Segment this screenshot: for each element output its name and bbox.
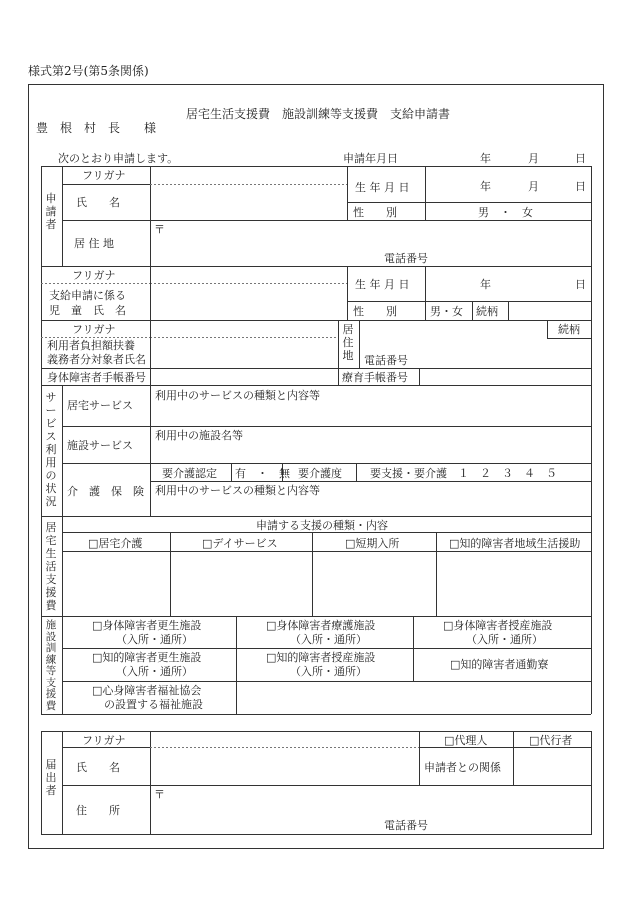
home-support-option-short-stay: □短期入所 [345, 537, 400, 550]
child-name-label-2: 児 童 氏 名 [49, 304, 126, 317]
child-sex-label: 性 別 [353, 305, 397, 318]
applicant-sex-options: 男 ・ 女 [478, 206, 533, 219]
applicant-sex-label: 性 別 [353, 206, 397, 219]
service-status-section-label: サービス利用の状況 [45, 391, 57, 508]
intro-text: 次のとおり申請します。 [58, 152, 179, 165]
application-year: 年 [480, 152, 491, 165]
facility-service-text: 利用中の施設名等 [155, 429, 243, 442]
home-service-label: 居宅サービス [67, 399, 133, 412]
obligor-label-1: 利用者負担額扶養 [47, 339, 135, 352]
applicant-birth-year: 年 [480, 180, 491, 193]
facility-option-physical-care: □身体障害者療護施設 [266, 619, 376, 632]
submitter-agent-option: □代理人 [444, 734, 488, 747]
facility-service-label: 施設サービス [67, 439, 133, 452]
child-sex-options: 男・女 [430, 305, 463, 318]
submitter-relation-label: 申請者との関係 [424, 761, 501, 774]
facility-option-physical-rehab-mode: （入所・通所） [116, 633, 193, 646]
child-birth-day: 日 [575, 278, 586, 291]
home-service-text: 利用中のサービスの種類と内容等 [155, 389, 320, 402]
home-support-option-group-living: □知的障害者地域生活援助 [449, 537, 581, 550]
applicant-birth-month: 月 [528, 180, 539, 193]
submitter-section-label: 届出者 [45, 758, 57, 797]
facility-option-welfare-association-sub: の設置する福祉施設 [104, 698, 203, 711]
child-relation-label: 続柄 [476, 305, 498, 318]
obligor-phone-label: 電話番号 [364, 354, 408, 367]
submitter-name-label: 氏 名 [76, 761, 120, 774]
form-number: 様式第2号(第5条関係) [28, 64, 149, 78]
facility-option-intellectual-work-mode: （入所・通所） [290, 665, 367, 678]
submitter-furigana-label: フリガナ [82, 734, 126, 747]
child-birth-label: 生 年 月 日 [355, 278, 410, 291]
submitter-phone-label: 電話番号 [384, 819, 428, 832]
applicant-name-label: 氏 名 [76, 196, 120, 209]
home-support-section-label: 居宅生活支援費 [45, 521, 57, 612]
care-yes-no: 有 ・ 無 [235, 467, 290, 480]
rehab-handbook-label: 療育手帳番号 [342, 371, 408, 384]
application-month: 月 [528, 152, 539, 165]
applicant-address-label: 居 住 地 [74, 237, 114, 250]
facility-option-physical-rehab: □身体障害者更生施設 [92, 619, 202, 632]
care-service-text: 利用中のサービスの種類と内容等 [155, 484, 320, 497]
applicant-birth-day: 日 [575, 180, 586, 193]
facility-option-physical-work-mode: （入所・通所） [466, 633, 543, 646]
care-level-label: 要介護度 [298, 467, 342, 480]
facility-option-physical-care-mode: （入所・通所） [290, 633, 367, 646]
submitter-address-label: 住 所 [76, 804, 120, 817]
obligor-label-2: 義務者分対象者氏名 [47, 353, 146, 366]
child-furigana-label: フリガナ [72, 269, 116, 282]
application-date-label: 申請年月日 [343, 152, 398, 165]
home-support-option-home-care: □居宅介護 [88, 537, 143, 550]
addressee: 豊 根 村 長 様 [36, 121, 157, 135]
facility-option-intellectual-rehab-mode: （入所・通所） [116, 665, 193, 678]
care-cert-label: 要介護認定 [162, 467, 217, 480]
facility-option-intellectual-rehab: □知的障害者更生施設 [92, 651, 202, 664]
child-birth-year: 年 [480, 278, 491, 291]
facility-option-intellectual-work: □知的障害者授産施設 [266, 651, 376, 664]
facility-option-welfare-association: □心身障害者福祉協会 [92, 684, 202, 697]
child-name-label-1: 支給申請に係る [49, 289, 126, 302]
care-level-options: 要支援・要介護 １ ２ ３ ４ ５ [370, 467, 557, 480]
applicant-birth-label: 生 年 月 日 [355, 181, 410, 194]
application-day: 日 [575, 152, 586, 165]
applicant-section-label: 申請者 [45, 192, 57, 231]
submitter-postal-mark: 〒 [154, 788, 165, 801]
form-title: 居宅生活支援費 施設訓練等支援費 支給申請書 [186, 107, 451, 121]
disability-handbook-label: 身体障害者手帳番号 [47, 371, 146, 384]
obligor-furigana-label: フリガナ [72, 323, 116, 336]
applicant-phone-label: 電話番号 [384, 252, 428, 265]
care-insurance-label: 介 護 保 険 [67, 485, 144, 498]
facility-support-section-label: 施設訓練等支援費 [45, 619, 57, 712]
obligor-relation-label: 続柄 [558, 323, 580, 336]
facility-option-intellectual-commute: □知的障害者通勤寮 [450, 658, 549, 671]
home-support-header: 申請する支援の種類・内容 [256, 519, 388, 532]
home-support-option-day-service: □デイサービス [202, 537, 278, 550]
facility-option-physical-work: □身体障害者授産施設 [443, 619, 553, 632]
submitter-proxy-option: □代行者 [529, 734, 573, 747]
applicant-furigana-label: フリガナ [82, 169, 126, 182]
obligor-residence-label: 居住地 [342, 323, 354, 362]
applicant-postal-mark: 〒 [154, 223, 165, 236]
